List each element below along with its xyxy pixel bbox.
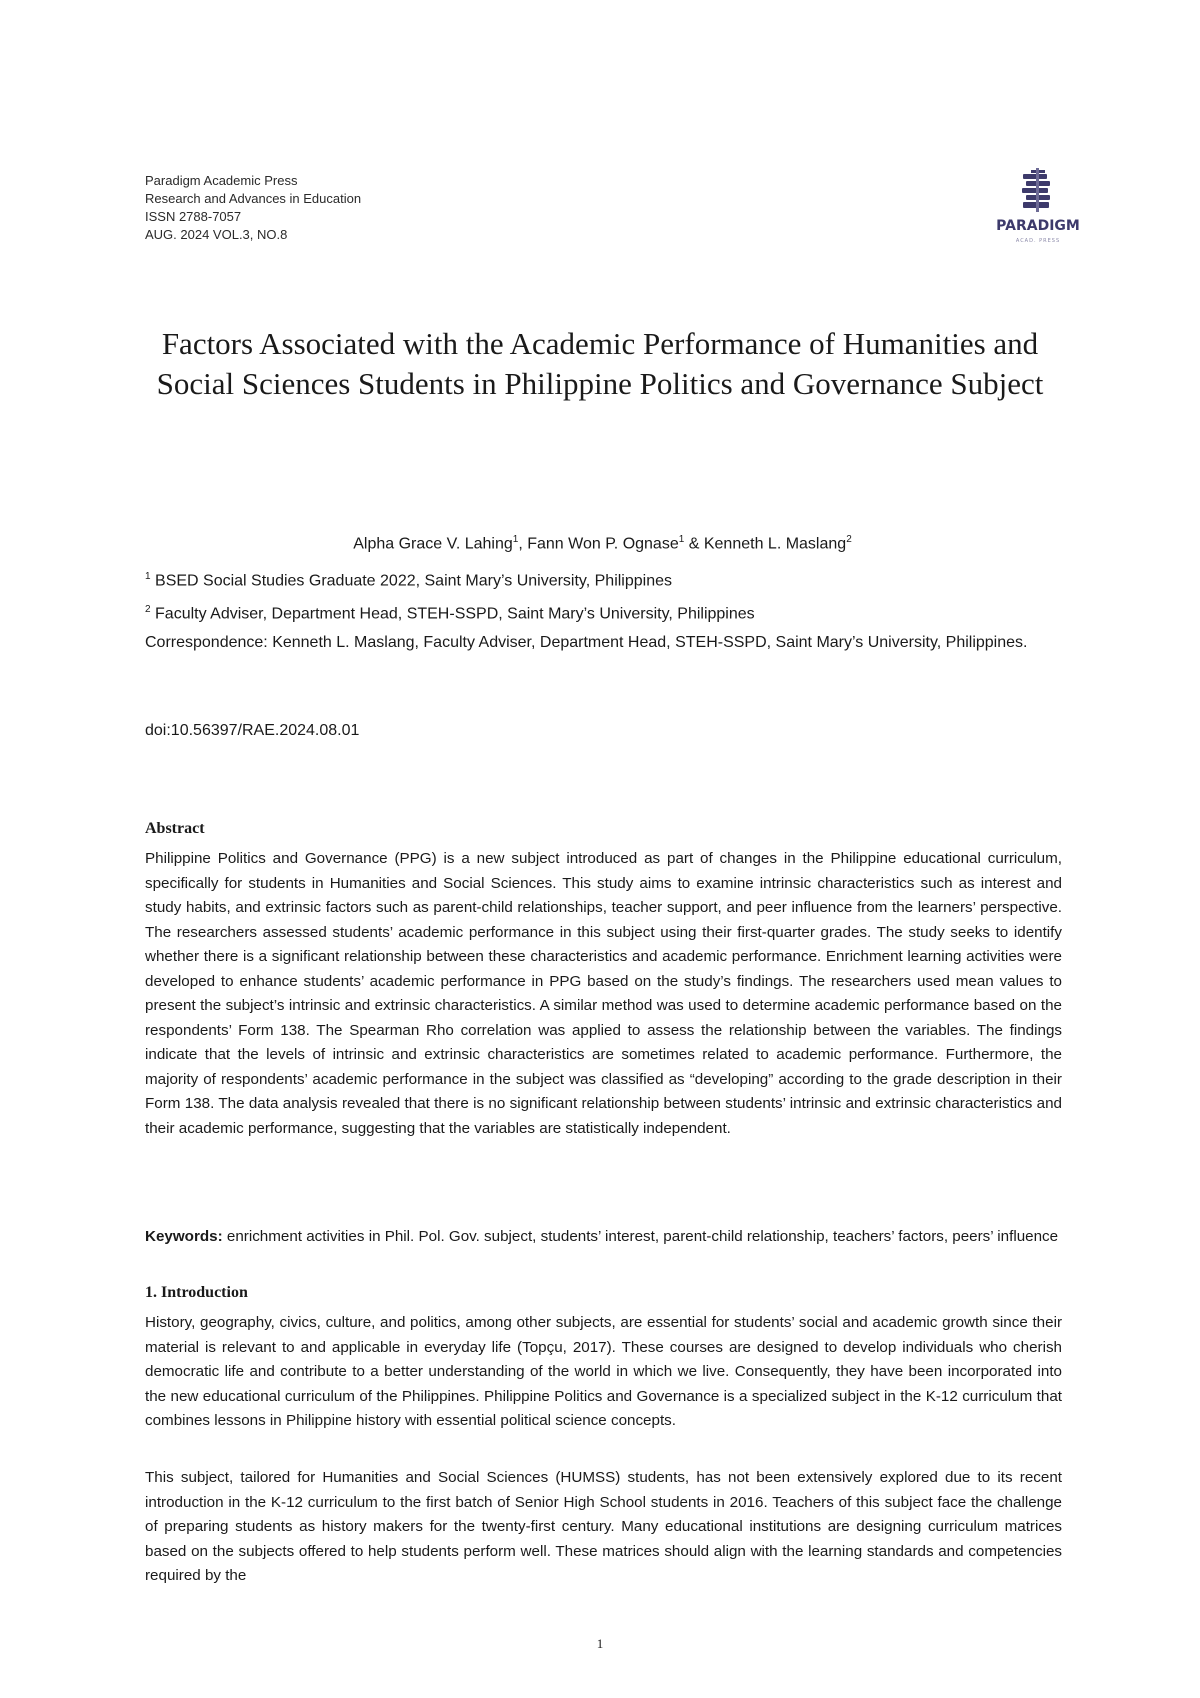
author-separator: , <box>518 535 528 553</box>
keywords-label: Keywords: <box>145 1228 223 1245</box>
logo-subtext: ACAD. PRESS <box>1015 238 1061 244</box>
affiliation-text: BSED Social Studies Graduate 2022, Saint Mary’s University, Philippines <box>155 572 673 590</box>
introduction-heading: 1. Introduction <box>145 1284 248 1301</box>
author-affiliation-mark: 2 <box>846 534 852 545</box>
book-stack-icon <box>993 168 1083 218</box>
affiliation-text: Faculty Adviser, Department Head, STEH-SSPD, Saint Mary’s University, Philippines <box>155 605 755 623</box>
abstract-text: Philippine Politics and Governance (PPG) is a new subject introduced as part of changes in the Philippine educational curriculum, specifically for students in Humanities and Social Sciences. This study aims to examine intrinsic characteristics such as interest and study habits, and extrinsic factors such as parent-child relationships, teacher support, and peer influence from the learners’ perspective. The researchers assessed students’ academic performance in this subject using their first-quarter grades. The study seeks to identify whether there is a significant relationship between these characteristics and academic performance. Enrichment learning activities were developed to enhance students’ academic performance in PPG based on the study’s findings. The researchers used mean values to present the subject’s intrinsic and extrinsic characteristics. A similar method was used to determine academic performance based on the respondents’ Form 138. The Spearman Rho correlation was applied to assess the relationship between the variables. The findings indicate that the levels of intrinsic and extrinsic characteristics are sometimes related to academic performance. Furthermore, the majority of respondents’ academic performance in the subject was classified as “developing” according to the grade description in their Form 138. The data analysis revealed that there is no significant relationship between students’ intrinsic and extrinsic characteristics and their academic performance, suggesting that the variables are statistically independent. <box>145 850 1062 1137</box>
keywords <box>145 1225 1062 1250</box>
affiliation-mark: 2 <box>145 604 151 615</box>
abstract-heading: Abstract <box>145 820 205 837</box>
paradigm-logo <box>993 168 1083 258</box>
page-number: 1 <box>596 1636 604 1651</box>
affiliation-1 <box>145 565 1060 593</box>
author-name: Fann Won P. Ognase <box>527 535 679 553</box>
affiliation-mark: 1 <box>145 571 151 582</box>
introduction-paragraph: History, geography, civics, culture, and politics, among other subjects, are essential for students’ social and academic growth since their material is relevant to and applicable in everyday life (Topçu, 2017). These courses are designed to develop individuals who cherish democratic life and contribute to a better understanding of the world in which we live. Consequently, they have been incorporated into the new educational curriculum of the Philippines. Philippine Politics and Governance is a specialized subject in the K-12 curriculum that combines lessons in Philippine history with essential political science concepts. <box>145 1314 1062 1429</box>
keywords-text: enrichment activities in Phil. Pol. Gov. subject, students’ interest, parent-child relationship, teachers’ factors, peers’ influence <box>226 1228 1059 1245</box>
author-list <box>145 534 1060 553</box>
paper-title: Factors Associated with the Academic Performance of Humanities and Social Sciences Students in Philippine Politics and Governance Subject <box>156 326 1044 401</box>
journal-name: Research and Advances in Education <box>145 191 362 206</box>
correspondence: Correspondence: Kenneth L. Maslang, Faculty Adviser, Department Head, STEH-SSPD, Saint Mary’s University, Philippines. <box>145 634 1028 651</box>
logo-wordmark: PARADIGM <box>996 218 1080 234</box>
journal-header <box>145 172 361 244</box>
author-affiliation-mark: 1 <box>512 534 519 545</box>
issn: ISSN 2788-7057 <box>145 209 242 224</box>
introduction-paragraph: This subject, tailored for Humanities and Social Sciences (HUMSS) students, has not been extensively explored due to its recent introduction in the K-12 curriculum to the first batch of Senior High School students in 2016. Teachers of this subject face the challenge of preparing students as history makers for the twenty-first century. Many educational institutions are designing curriculum matrices based on the subjects offered to help students perform well. These matrices should align with the learning standards and competencies required by the <box>145 1469 1062 1584</box>
author-name: Alpha Grace V. Lahing <box>353 535 513 553</box>
publisher-name: Paradigm Academic Press <box>145 173 298 188</box>
author-name: Kenneth L. Maslang <box>703 535 847 553</box>
doi-link[interactable]: doi:10.56397/RAE.2024.08.01 <box>145 722 360 739</box>
author-separator: & <box>684 535 704 553</box>
issue-info: AUG. 2024 VOL.3, NO.8 <box>145 227 288 242</box>
affiliation-2 <box>145 598 1060 626</box>
author-affiliation-mark: 1 <box>678 534 685 545</box>
